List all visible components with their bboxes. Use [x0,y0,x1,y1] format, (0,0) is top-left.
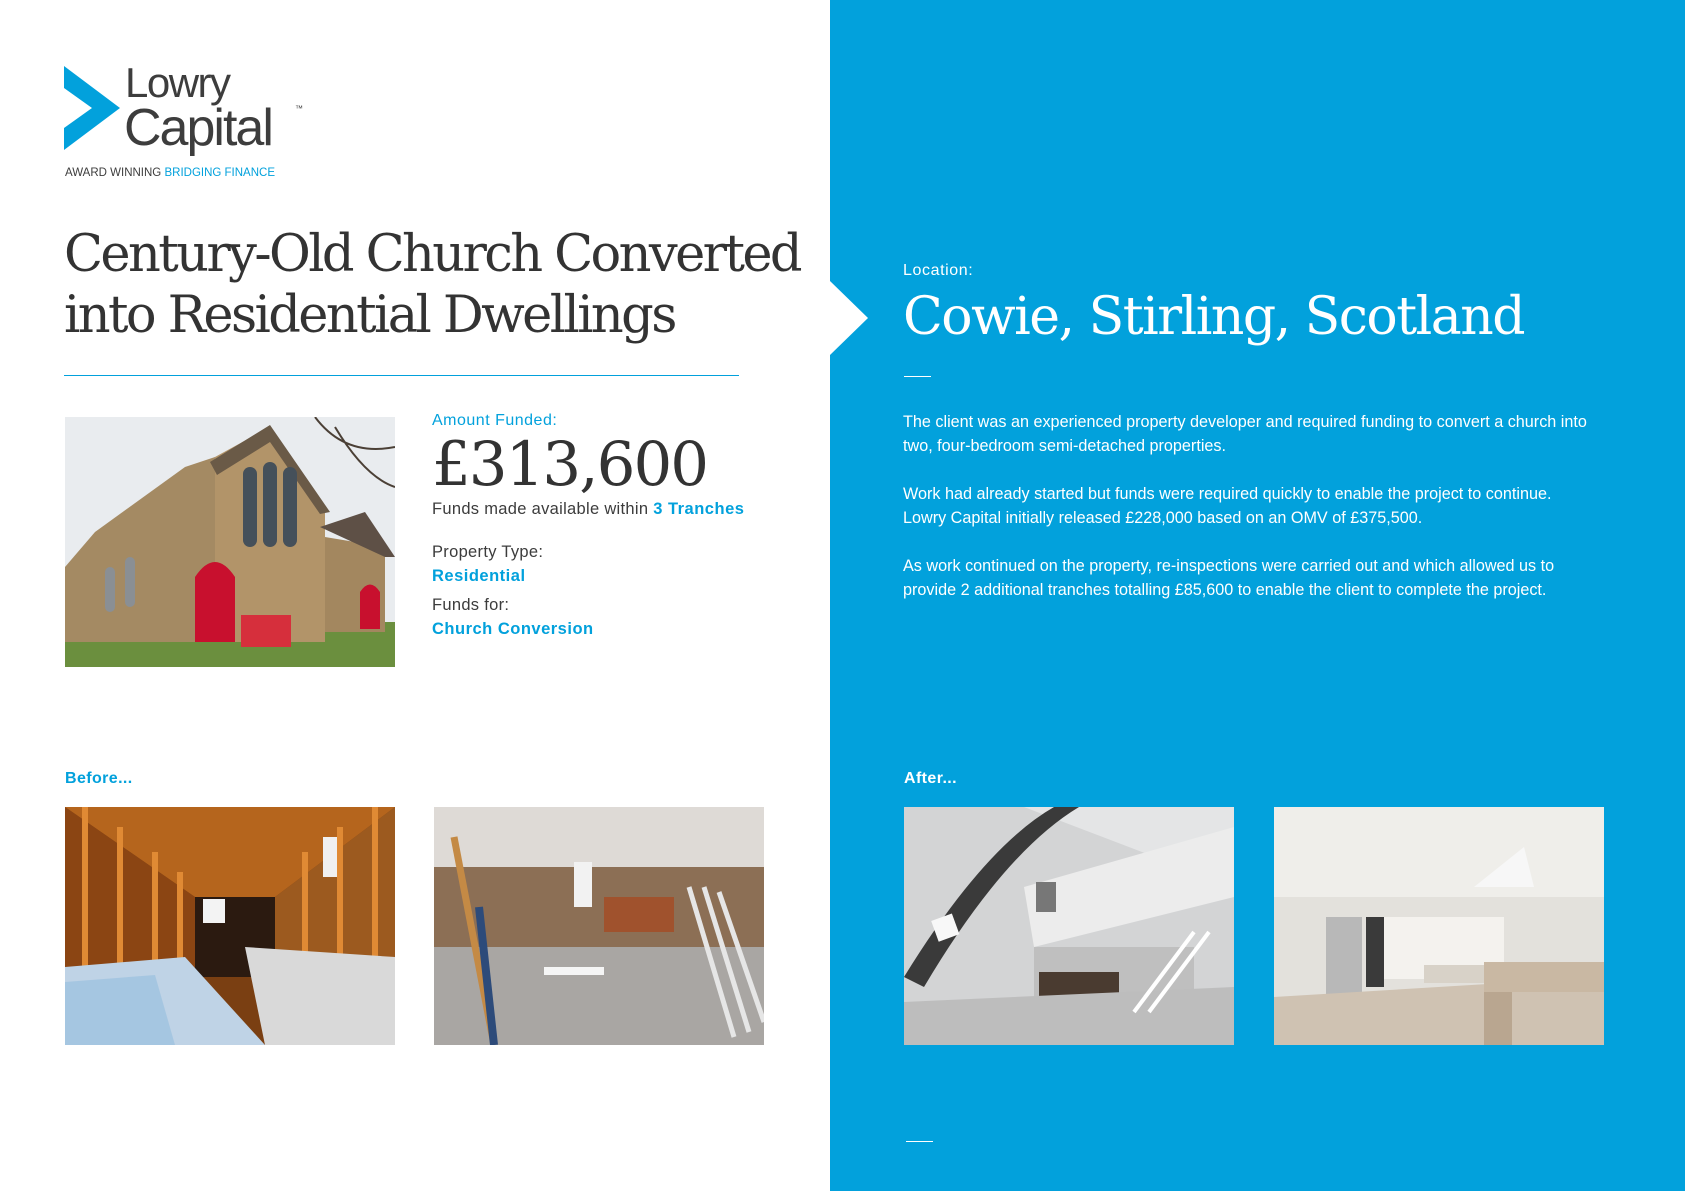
tagline-award: AWARD WINNING [65,167,162,179]
logo-word-capital: Capital [124,99,272,157]
tranche-line [432,500,812,519]
footer-dash [906,1141,933,1142]
description-paragraph-1: The client was an experienced property developer and required funding to convert a church into two, four-bedroom semi-detached properties. [903,413,1587,455]
location-dash [904,376,931,377]
amount-value: £313,600 [432,429,708,500]
tranche-text: Funds made available within [432,500,649,518]
after-photo-kitchen [1274,807,1604,1045]
location-name: Cowie, Stirling, Scotland [903,287,1525,347]
amount-label: Amount Funded: [432,412,558,429]
tagline-bridging: BRIDGING FINANCE [164,167,276,179]
title-divider [64,375,739,376]
location-label: Location: [903,262,974,279]
arrow-notch [830,281,868,355]
church-exterior-photo [65,417,395,667]
lowry-capital-logo [64,59,324,182]
page-title: Century-Old Church Converted into Residential Dwellings [64,225,800,345]
before-photo-room [434,807,764,1045]
logo-tagline [65,167,275,179]
description-paragraph-3: As work continued on the property, re-inspections were carried out and which allowed us to provide 2 additional tranches totalling £85,600 to enable the client to complete the project. [903,557,1555,599]
after-photo-hall [904,807,1234,1045]
trademark-symbol: ™ [295,104,303,113]
property-type-label: Property Type: [432,543,544,561]
after-label: After... [904,770,957,787]
before-photo-corridor [65,807,395,1045]
logo-word-lowry: Lowry [125,59,230,106]
before-label: Before... [65,770,133,787]
property-type-value: Residential [432,567,526,585]
chevron-logo-icon [64,66,120,150]
description-paragraph-2: Work had already started but funds were required quickly to enable the project to continue. Lowry Capital initially released £228,000 based on an OMV of £375,500. [903,485,1552,527]
funds-for-value: Church Conversion [432,620,594,638]
funds-for-label: Funds for: [432,596,510,614]
tranche-value: 3 Tranches [653,500,745,518]
funding-summary [432,412,812,639]
